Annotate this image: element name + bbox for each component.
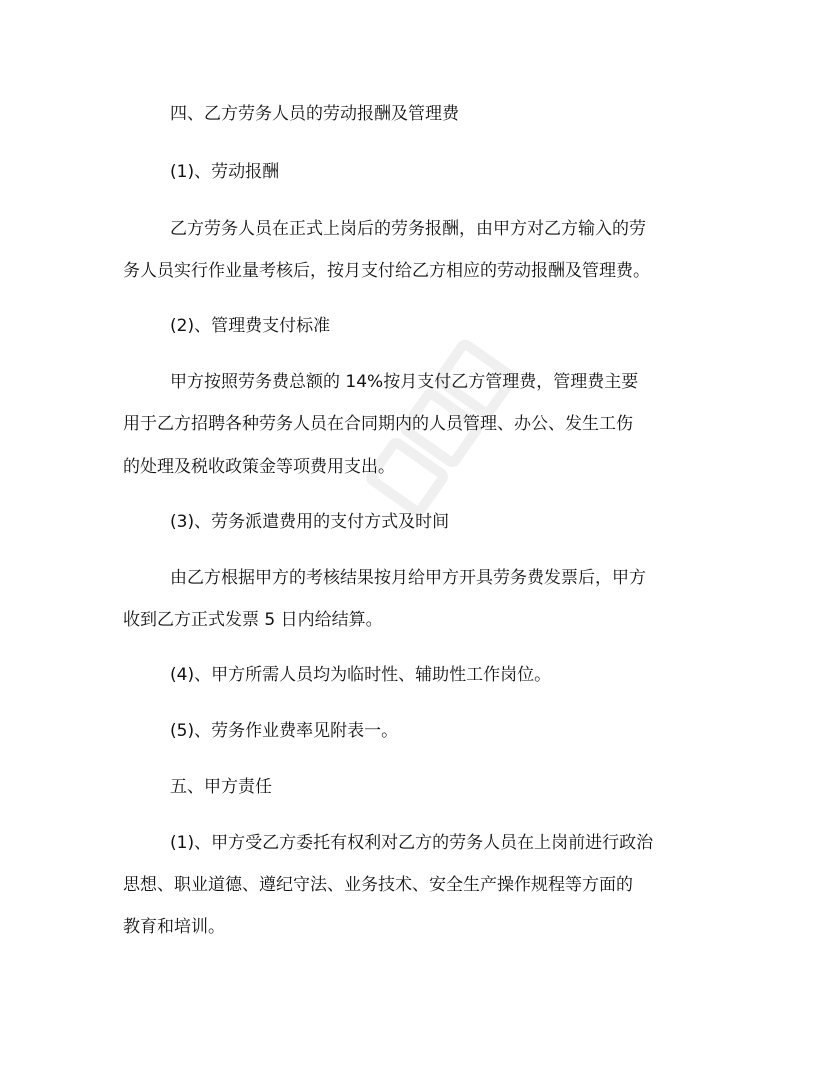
body-line: 的处理及税收政策金等项费用支出。 (123, 457, 395, 477)
body-line: 务人员实行作业量考核后，按月支付给乙方相应的劳动报酬及管理费。 (123, 261, 650, 281)
body-line: 用于乙方招聘各种劳务人员在合同期内的人员管理、办公、发生工伤 (123, 414, 633, 434)
section-4-3-title-line: (3)、劳务派遣费用的支付方式及时间 (170, 512, 450, 532)
body-line: 思想、职业道德、遵纪守法、业务技术、安全生产操作规程等方面的 (123, 875, 633, 895)
body-line: (4)、甲方所需人员均为临时性、辅助性工作岗位。 (170, 665, 552, 685)
section-4-heading-line: 四、乙方劳务人员的劳动报酬及管理费 (170, 104, 459, 124)
body-line: (5)、劳务作业费率见附表一。 (170, 721, 399, 741)
body-line: 教育和培训。 (123, 917, 225, 937)
body-line: 乙方劳务人员在正式上岗后的劳务报酬，由甲方对乙方输入的劳 (170, 219, 646, 239)
body-line: 由乙方根据甲方的考核结果按月给甲方开具劳务费发票后，甲方 (170, 568, 646, 588)
section-4-1-title-line: (1)、劳动报酬 (170, 162, 280, 182)
section-5-heading-line: 五、甲方责任 (170, 777, 272, 797)
section-4-2-title-line: (2)、管理费支付标准 (170, 316, 331, 336)
body-line: 甲方按照劳务费总额的 14%按月支付乙方管理费，管理费主要 (170, 372, 639, 392)
body-line: (1)、甲方受乙方委托有权利对乙方的劳务人员在上岗前进行政治 (170, 833, 654, 853)
body-line: 收到乙方正式发票 5 日内给结算。 (123, 610, 383, 630)
